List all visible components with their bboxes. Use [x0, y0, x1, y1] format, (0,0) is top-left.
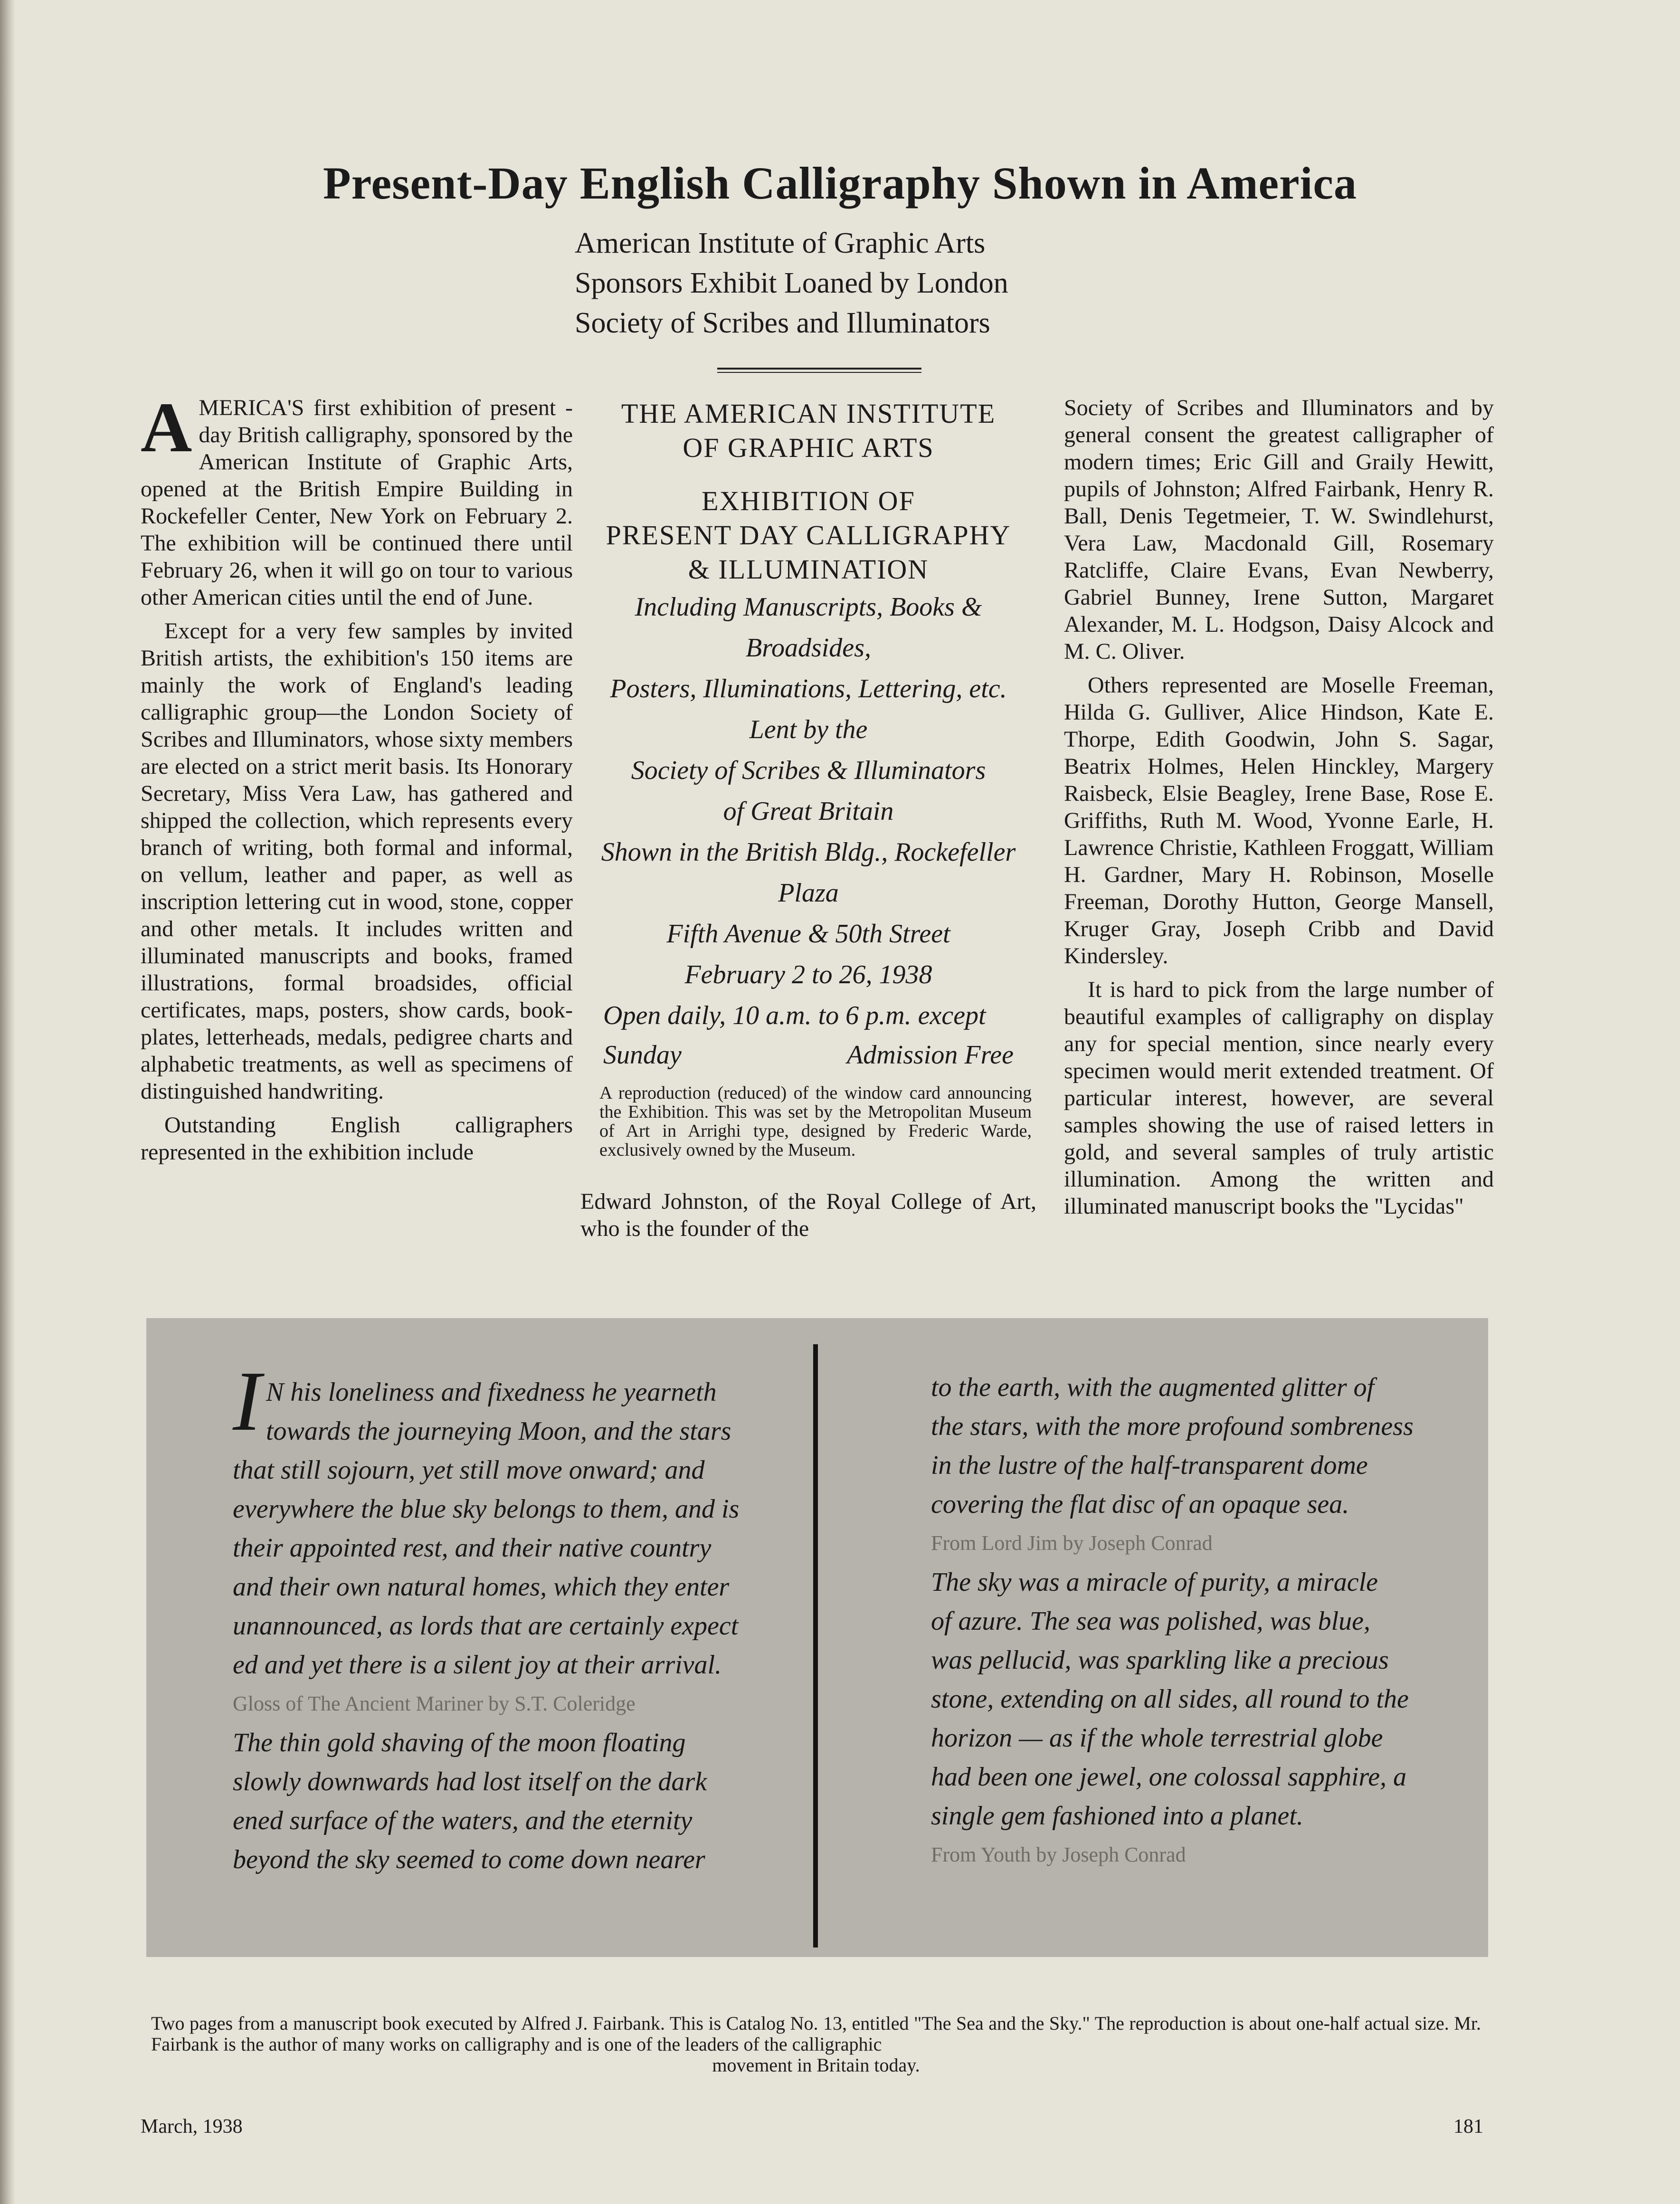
article-paragraph: Except for a very few samples by invited British artists, the exhibition's 150 items are mainly the work of England's leading calligraphic group—the London Society of Scribes and Illuminators, whose sixty members are elected on a strict merit basis. Its Honorary Secretary, Miss Vera Law, has gathered and shipped the collection, which represents every branch of writing, both formal and informal, on vellum, leather and paper, as well as inscription lettering cut in wood, stone, copper and other metals. It includes written and illuminated manuscripts and books, framed illustrations, formal broadsides, official certificates, maps, posters, show cards, book-plates, letterheads, medals, pedigree charts and alphabetic treatments, as well as specimens of distinguished handwriting.: [141, 618, 573, 1104]
manuscript-line: was pellucid, was sparkling like a precious: [931, 1645, 1389, 1675]
manuscript-line: ed and yet there is a silent joy at their arrival.: [233, 1650, 722, 1680]
manuscript-line: covering the flat disc of an opaque sea.: [931, 1490, 1349, 1519]
article-column-3: [1064, 394, 1494, 1226]
manuscript-line: of azure. The sea was polished, was blue,: [931, 1606, 1371, 1636]
manuscript-line: their appointed rest, and their native country: [233, 1533, 712, 1563]
manuscript-line: unannounced, as lords that are certainly expect: [233, 1611, 739, 1641]
manuscript-right-page: [931, 1368, 1425, 1874]
manuscript-line: to the earth, with the augmented glitter of: [931, 1373, 1375, 1402]
caption-text: Two pages from a manuscript book executed by Alfred J. Fairbank. This is Catalog No. 13, entitled "The Sea and the Sky." The reproduction is about one-half actual size. Mr. Fairbank is the author of many works on calligraphy and is one of the leaders of the calligraphic: [151, 2013, 1481, 2055]
manuscript-line: that still sojourn, yet still move onward; and: [233, 1455, 705, 1485]
card-admission: Admission Free: [847, 1040, 1014, 1070]
manuscript-line: The thin gold shaving of the moon floating: [233, 1728, 686, 1758]
manuscript-attribution: From Youth by Joseph Conrad: [931, 1843, 1186, 1866]
manuscript-left-page: [233, 1354, 746, 1879]
manuscript-attribution: Gloss of The Ancient Mariner by S.T. Coleridge: [233, 1692, 636, 1715]
manuscript-initial: I: [233, 1354, 261, 1448]
manuscript-line: ened surface of the waters, and the eternity: [233, 1806, 693, 1835]
manuscript-line: The sky was a miracle of purity, a miracle: [931, 1568, 1378, 1597]
article-paragraph: Edward Johnston, of the Royal College of Art, who is the founder of the: [580, 1189, 1036, 1241]
manuscript-line: single gem fashioned into a planet.: [931, 1801, 1303, 1831]
issue-date: March, 1938: [141, 2116, 243, 2138]
card-heading: PRESENT DAY CALLIGRAPHY: [606, 520, 1011, 551]
card-script-line: Society of Scribes & Illuminators: [631, 756, 986, 785]
subtitle-line: American Institute of Graphic Arts: [575, 227, 986, 259]
manuscript-line: beyond the sky seemed to come down nearer: [233, 1845, 705, 1874]
card-sunday: Sunday: [603, 1040, 682, 1070]
manuscript-gutter-rule: [813, 1344, 818, 1948]
subtitle-line: Sponsors Exhibit Loaned by London: [575, 267, 1008, 299]
manuscript-line: in the lustre of the half-transparent dome: [931, 1451, 1368, 1480]
card-script-line: Fifth Avenue & 50th Street: [666, 919, 950, 949]
article-paragraph: Others represented are Moselle Freeman, Hilda G. Gulliver, Alice Hindson, Kate E. Thorpe, Edith Goodwin, John S. Sagar, Beatrix Holmes, Helen Hinckley, Margery Raisbeck, Elsie Beagley, Irene Base, Rose E. Griffiths, Ruth M. Wood, Yvonne Earle, H. Lawrence Christie, Kathleen Froggatt, William H. Gardner, Mary H. Robinson, Moselle Freeman, Dorothy Hutton, George Mansell, Kruger Gray, Joseph Cribb and David Kindersley.: [1064, 673, 1494, 969]
drop-cap: A: [141, 388, 192, 467]
card-heading: EXHIBITION OF: [702, 485, 915, 516]
card-script-line: of Great Britain: [723, 797, 894, 826]
card-caption: A reproduction (reduced) of the window card announcing the Exhibition. This was set by the Metropolitan Museum of Art in Arrighi type, designed by Frederic Warde, exclusively owned by the Museum.: [599, 1083, 1032, 1160]
book-spine-shadow: [0, 0, 15, 2204]
manuscript-line: the stars, with the more profound sombreness: [931, 1412, 1414, 1441]
caption-text-end: movement in Britain today.: [712, 2054, 920, 2076]
card-hours: Open daily, 10 a.m. to 6 p.m. except: [603, 1001, 986, 1030]
manuscript-attribution: From Lord Jim by Joseph Conrad: [931, 1531, 1213, 1555]
card-heading: & ILLUMINATION: [688, 554, 929, 585]
manuscript-line: horizon — as if the whole terrestrial globe: [931, 1723, 1383, 1753]
card-script-line: Posters, Illuminations, Lettering, etc.: [610, 674, 1007, 703]
article-paragraph: It is hard to pick from the large number of beautiful examples of calligraphy on display any for special mention, since nearly every specimen would merit extended treatment. Of particular interest, however, are several samples showing the use of raised letters in gold, and several samples of truly artistic illumination. Among the written and illuminated manuscript books the "Lycidas": [1064, 977, 1494, 1219]
card-script-line: Including Manuscripts, Books & Broadsides,: [635, 592, 982, 663]
card-script-line: Shown in the British Bldg., Rockefeller Plaza: [601, 837, 1016, 908]
manuscript-line: stone, extending on all sides, all round to the: [931, 1684, 1409, 1714]
paragraph-text: MERICA'S first exhibition of present - day British calligraphy, sponsored by the American Institute of Graphic Arts, opened at the British Empire Building in Rockefeller Center, New York on February 2. The exhibition will be continued there until February 26, when it will go on tour to various other American cities until the end of June.: [141, 395, 573, 610]
article-paragraph: Outstanding English calligraphers represented in the exhibition include: [141, 1112, 573, 1165]
window-card: [580, 397, 1036, 1242]
page-title: Present-Day English Calligraphy Shown in America: [323, 158, 1357, 209]
article-paragraph: [141, 388, 573, 611]
card-script-line: February 2 to 26, 1938: [684, 960, 932, 989]
manuscript-line: and their own natural homes, which they enter: [233, 1572, 730, 1602]
subtitle: [575, 223, 1050, 343]
card-heading: THE AMERICAN INSTITUTE: [621, 398, 996, 429]
card-script-line: Lent by the: [749, 715, 868, 744]
manuscript-line: towards the journeying Moon, and the stars: [266, 1416, 731, 1446]
manuscript-line: N his loneliness and fixedness he yearneth: [266, 1378, 717, 1407]
card-hours-row: [580, 1036, 1036, 1074]
title-rule: [717, 368, 921, 373]
subtitle-line: Society of Scribes and Illuminators: [575, 307, 990, 339]
page-number: 181: [1453, 2116, 1483, 2138]
manuscript-line: had been one jewel, one colossal sapphire, a: [931, 1762, 1407, 1792]
manuscript-line: everywhere the blue sky belongs to them, and is: [233, 1494, 740, 1524]
card-heading: OF GRAPHIC ARTS: [683, 432, 934, 463]
manuscript-line: slowly downwards had lost itself on the dark: [233, 1767, 707, 1796]
figure-caption: [151, 2013, 1481, 2076]
article-paragraph: Society of Scribes and Illuminators and by general consent the greatest calligrapher of modern times; Eric Gill and Graily Hewitt, pupils of Johnston; Alfred Fairbank, Henry R. Ball, Denis Tegetmeier, T. W. Swindlehurst, Vera Law, Macdonald Gill, Rosemary Ratcliffe, Claire Evans, Evan Newberry, Gabriel Bunney, Irene Sutton, Margaret Alexander, M. L. Hodgson, Daisy Alcock and M. C. Oliver.: [1064, 395, 1494, 664]
article-column-1: [141, 388, 573, 1172]
